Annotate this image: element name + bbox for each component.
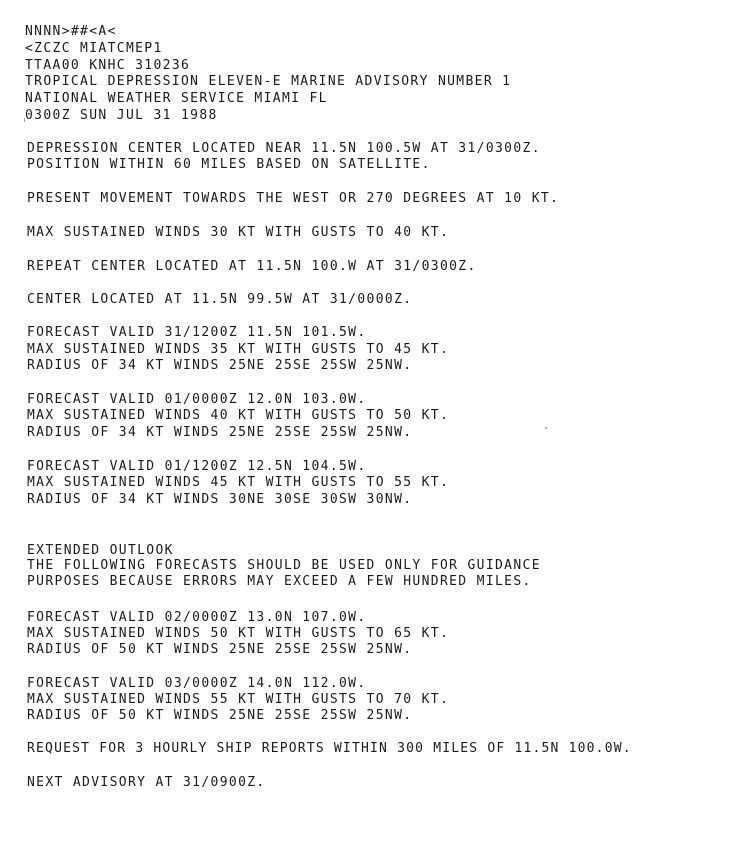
next-advisory: NEXT ADVISORY AT 31/0900Z.	[27, 775, 266, 790]
scan-speck	[545, 427, 547, 429]
outlook-disclaimer: THE FOLLOWING FORECASTS SHOULD BE USED ONLY FOR GUIDANCE	[27, 558, 541, 573]
repeat-center: REPEAT CENTER LOCATED AT 11.5N 100.W AT 31/0300Z.	[27, 259, 477, 274]
forecast-winds: MAX SUSTAINED WINDS 55 KT WITH GUSTS TO 70 KT.	[27, 692, 450, 707]
forecast-winds: MAX SUSTAINED WINDS 35 KT WITH GUSTS TO 45 KT.	[27, 342, 450, 357]
forecast-radius: RADIUS OF 50 KT WINDS 25NE 25SE 25SW 25NW.	[27, 708, 413, 723]
forecast-valid: FORECAST VALID 03/0000Z 14.0N 112.0W.	[27, 676, 367, 691]
issue-time: 0300Z SUN JUL 31 1988	[25, 108, 218, 123]
advisory-title: TROPICAL DEPRESSION ELEVEN-E MARINE ADVISORY NUMBER 1	[25, 74, 512, 89]
forecast-radius: RADIUS OF 34 KT WINDS 25NE 25SE 25SW 25NW.	[27, 358, 413, 373]
forecast-valid: FORECAST VALID 02/0000Z 13.0N 107.0W.	[27, 610, 367, 625]
forecast-valid: FORECAST VALID 31/1200Z 11.5N 101.5W.	[27, 325, 367, 340]
outlook-title: EXTENDED OUTLOOK	[27, 543, 174, 558]
scan-speck	[24, 118, 25, 122]
outlook-disclaimer: PURPOSES BECAUSE ERRORS MAY EXCEED A FEW HUNDRED MILES.	[27, 574, 532, 589]
forecast-radius: RADIUS OF 50 KT WINDS 25NE 25SE 25SW 25NW.	[27, 642, 413, 657]
transmission-code: NNNN>##<A<	[25, 24, 117, 39]
forecast-radius: RADIUS OF 34 KT WINDS 25NE 25SE 25SW 25NW.	[27, 425, 413, 440]
forecast-winds: MAX SUSTAINED WINDS 40 KT WITH GUSTS TO 50 KT.	[27, 408, 450, 423]
forecast-radius: RADIUS OF 34 KT WINDS 30NE 30SE 30SW 30NW.	[27, 492, 413, 507]
forecast-winds: MAX SUSTAINED WINDS 50 KT WITH GUSTS TO 65 KT.	[27, 626, 450, 641]
previous-center: CENTER LOCATED AT 11.5N 99.5W AT 31/0000Z.	[27, 292, 413, 307]
present-movement: PRESENT MOVEMENT TOWARDS THE WEST OR 270 DEGREES AT 10 KT.	[27, 191, 560, 206]
max-sustained-winds: MAX SUSTAINED WINDS 30 KT WITH GUSTS TO 40 KT.	[27, 225, 450, 240]
ship-report-request: REQUEST FOR 3 HOURLY SHIP REPORTS WITHIN 300 MILES OF 11.5N 100.0W.	[27, 741, 632, 756]
forecast-valid: FORECAST VALID 01/1200Z 12.5N 104.5W.	[27, 459, 367, 474]
center-position: DEPRESSION CENTER LOCATED NEAR 11.5N 100.5W AT 31/0300Z.	[27, 141, 541, 156]
forecast-winds: MAX SUSTAINED WINDS 45 KT WITH GUSTS TO 55 KT.	[27, 475, 450, 490]
position-accuracy: POSITION WITHIN 60 MILES BASED ON SATELLITE.	[27, 157, 431, 172]
issuing-office: NATIONAL WEATHER SERVICE MIAMI FL	[25, 91, 328, 106]
forecast-valid: FORECAST VALID 01/0000Z 12.0N 103.0W.	[27, 392, 367, 407]
wmo-header: TTAA00 KNHC 310236	[25, 58, 191, 73]
product-id: <ZCZC MIATCMEP1	[25, 41, 163, 56]
